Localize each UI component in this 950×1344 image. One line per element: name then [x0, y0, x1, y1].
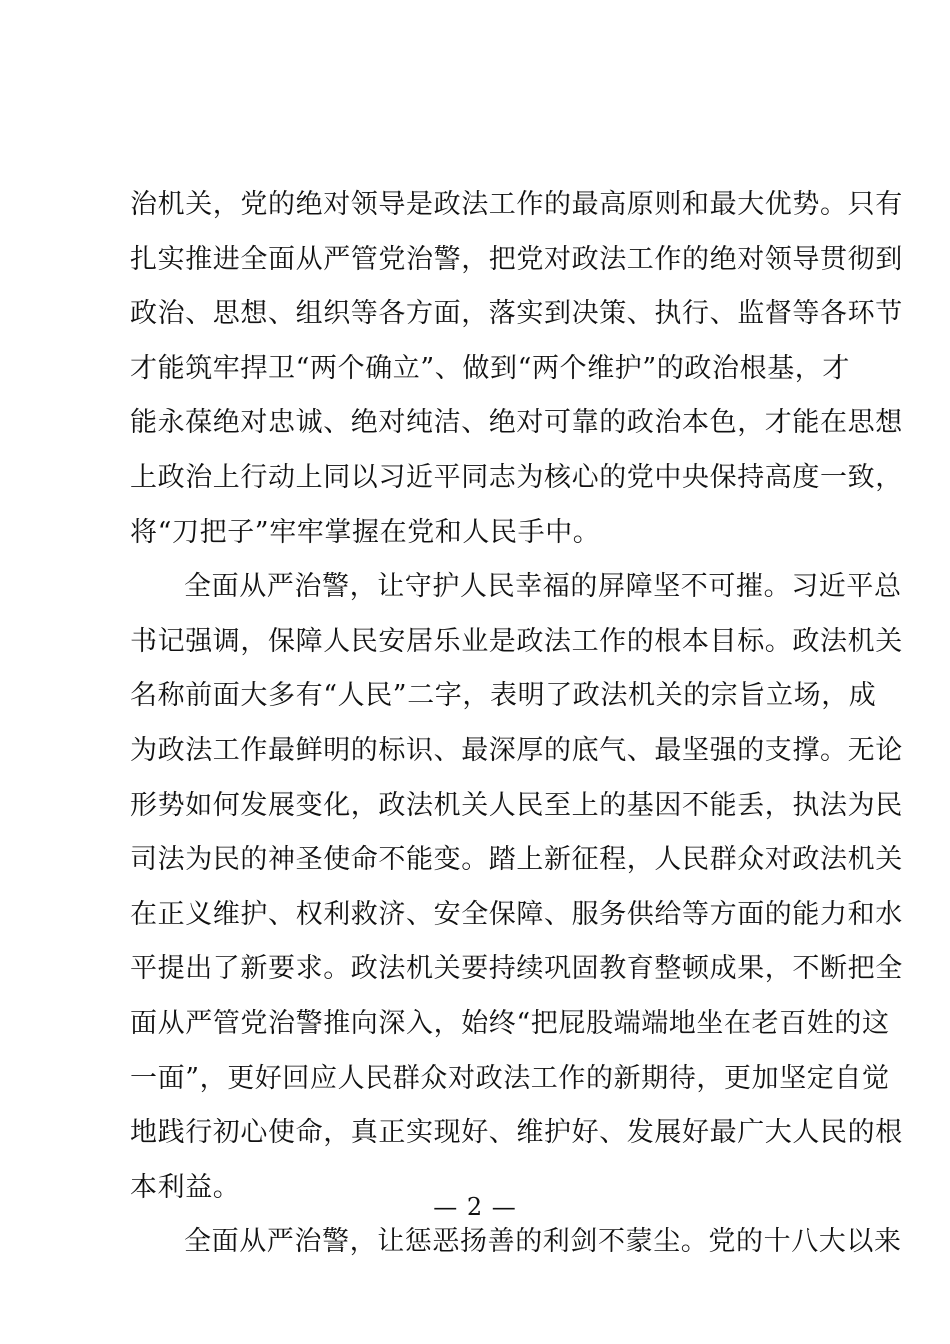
page-number: — 2 — [433, 1193, 517, 1221]
text-line: 本利益。 [130, 1171, 241, 1203]
text-line: 将“刀把子”牢牢掌握在党和人民手中。 [130, 516, 601, 548]
text-line: 为政法工作最鲜明的标识、最深厚的底气、最坚强的支撑。无论 [130, 734, 903, 766]
text-line: 扎实推进全面从严管党治警，把党对政法工作的绝对领导贯彻到 [130, 243, 903, 275]
text-line: 一面”，更好回应人民群众对政法工作的新期待，更加坚定自觉 [130, 1062, 890, 1094]
text-line: 平提出了新要求。政法机关要持续巩固教育整顿成果，不断把全 [130, 953, 903, 985]
text-line: 上政治上行动上同以习近平同志为核心的党中央保持高度一致， [130, 461, 903, 493]
text-line: 政治、思想、组织等各方面，落实到决策、执行、监督等各环节 [130, 298, 903, 330]
text-line: 名称前面大多有“人民”二字，表明了政法机关的宗旨立场，成 [130, 680, 877, 712]
text-line: 能永葆绝对忠诚、绝对纯洁、绝对可靠的政治本色，才能在思想 [130, 407, 903, 439]
text-line: 全面从严治警，让惩恶扬善的利剑不蒙尘。党的十八大以来 [184, 1226, 902, 1258]
text-line: 司法为民的神圣使命不能变。踏上新征程，人民群众对政法机关 [130, 844, 903, 876]
text-line: 治机关，党的绝对领导是政法工作的最高原则和最大优势。只有 [130, 189, 903, 220]
text-line: 地践行初心使命，真正实现好、维护好、发展好最广大人民的根 [130, 1117, 903, 1149]
text-line: 书记强调，保障人民安居乐业是政法工作的根本目标。政法机关 [130, 625, 903, 657]
text-line: 形势如何发展变化，政法机关人民至上的基因不能丢，执法为民 [130, 789, 903, 821]
text-line: 才能筑牢捍卫“两个确立”、做到“两个维护”的政治根基，才 [130, 352, 851, 384]
body-text [130, 178, 903, 1270]
text-line: 全面从严治警，让守护人民幸福的屏障坚不可摧。习近平总 [184, 571, 902, 603]
text-line: 在正义维护、权利救济、安全保障、服务供给等方面的能力和水 [130, 898, 903, 930]
text-line: 面从严管党治警推向深入，始终“把屁股端端地坐在老百姓的这 [130, 1007, 890, 1039]
